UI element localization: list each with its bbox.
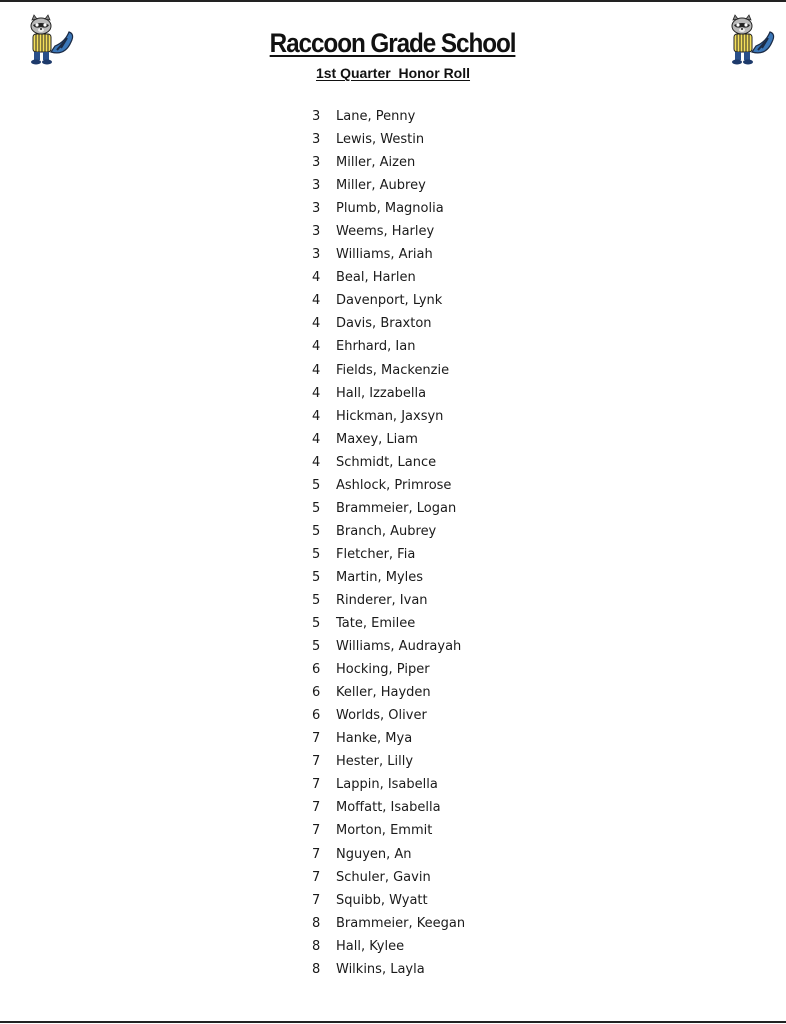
list-item <box>0 151 786 174</box>
student-name: Hester, Lilly <box>336 754 414 770</box>
list-item <box>0 335 786 358</box>
grade-level: 5 <box>312 616 321 632</box>
student-name: Schmidt, Lance <box>336 454 437 470</box>
student-name: Lappin, Isabella <box>336 777 438 793</box>
student-name: Ashlock, Primrose <box>336 477 452 493</box>
student-name: Branch, Aubrey <box>336 523 437 539</box>
student-name: Hall, Izzabella <box>336 385 427 401</box>
grade-level: 6 <box>312 662 321 678</box>
list-item <box>0 589 786 612</box>
grade-level: 4 <box>312 454 321 470</box>
list-item <box>0 220 786 243</box>
grade-level: 5 <box>312 592 321 608</box>
student-name: Rinderer, Ivan <box>336 592 428 608</box>
grade-level: 7 <box>312 869 321 885</box>
grade-level: 5 <box>312 639 321 655</box>
grade-level: 8 <box>312 961 321 977</box>
student-name: Fields, Mackenzie <box>336 362 450 378</box>
grade-level: 8 <box>312 915 321 931</box>
list-item <box>0 566 786 589</box>
bottom-border <box>0 1021 786 1023</box>
student-name: Williams, Audrayah <box>336 639 462 655</box>
grade-level: 7 <box>312 777 321 793</box>
student-name: Hall, Kylee <box>336 938 405 954</box>
list-item <box>0 819 786 842</box>
grade-level: 3 <box>312 201 321 217</box>
list-item <box>0 843 786 866</box>
student-name: Brammeier, Logan <box>336 500 457 516</box>
list-item <box>0 635 786 658</box>
list-item <box>0 474 786 497</box>
list-item <box>0 658 786 681</box>
grade-level: 5 <box>312 569 321 585</box>
honor-roll-heading: 1st Quarter Honor Roll <box>315 65 471 81</box>
list-item <box>0 520 786 543</box>
student-name: Miller, Aubrey <box>336 178 426 194</box>
student-name: Ehrhard, Ian <box>336 339 416 355</box>
grade-level: 7 <box>312 846 321 862</box>
grade-level: 7 <box>312 800 321 816</box>
student-name: Plumb, Magnolia <box>336 201 444 217</box>
grade-level: 4 <box>312 339 321 355</box>
student-name: Weems, Harley <box>336 224 435 240</box>
grade-level: 3 <box>312 247 321 263</box>
list-item <box>0 451 786 474</box>
grade-level: 6 <box>312 708 321 724</box>
grade-level: 4 <box>312 408 321 424</box>
student-name: Fletcher, Fia <box>336 546 416 562</box>
list-item <box>0 612 786 635</box>
grade-level: 5 <box>312 523 321 539</box>
list-item <box>0 866 786 889</box>
student-name: Schuler, Gavin <box>336 869 431 885</box>
list-item <box>0 889 786 912</box>
grade-level: 3 <box>312 132 321 148</box>
list-item <box>0 796 786 819</box>
student-name: Brammeier, Keegan <box>336 915 466 931</box>
student-name: Lewis, Westin <box>336 132 425 148</box>
list-item <box>0 497 786 520</box>
student-name: Hanke, Mya <box>336 731 413 747</box>
grade-level: 7 <box>312 754 321 770</box>
grade-level: 4 <box>312 293 321 309</box>
list-item <box>0 105 786 128</box>
list-item <box>0 266 786 289</box>
list-item <box>0 405 786 428</box>
list-item <box>0 289 786 312</box>
grade-level: 5 <box>312 500 321 516</box>
list-item <box>0 243 786 266</box>
student-name: Martin, Myles <box>336 569 424 585</box>
grade-level: 7 <box>312 731 321 747</box>
list-item <box>0 312 786 335</box>
list-item <box>0 704 786 727</box>
student-name: Squibb, Wyatt <box>336 892 428 908</box>
grade-level: 4 <box>312 316 321 332</box>
school-name: Raccoon Grade School <box>270 28 516 58</box>
student-name: Williams, Ariah <box>336 247 433 263</box>
grade-level: 8 <box>312 938 321 954</box>
grade-level: 3 <box>312 155 321 171</box>
student-name: Keller, Hayden <box>336 685 431 701</box>
list-item <box>0 359 786 382</box>
grade-level: 3 <box>312 224 321 240</box>
student-name: Tate, Emilee <box>336 616 416 632</box>
student-name: Moffatt, Isabella <box>336 800 441 816</box>
student-name: Davenport, Lynk <box>336 293 443 309</box>
student-name: Worlds, Oliver <box>336 708 427 724</box>
list-item <box>0 750 786 773</box>
list-item <box>0 727 786 750</box>
grade-level: 7 <box>312 823 321 839</box>
list-item <box>0 428 786 451</box>
grade-level: 3 <box>312 178 321 194</box>
student-name: Lane, Penny <box>336 109 416 124</box>
grade-level: 5 <box>312 546 321 562</box>
grade-level: 3 <box>312 109 321 124</box>
student-name: Wilkins, Layla <box>336 961 425 977</box>
grade-level: 4 <box>312 385 321 401</box>
student-name: Morton, Emmit <box>336 823 433 839</box>
list-item <box>0 382 786 405</box>
list-item <box>0 958 786 981</box>
list-item <box>0 128 786 151</box>
student-name: Beal, Harlen <box>336 270 416 286</box>
student-name: Davis, Braxton <box>336 316 432 332</box>
top-border <box>0 0 786 2</box>
list-item <box>0 174 786 197</box>
honor-roll-list <box>0 105 786 981</box>
student-name: Nguyen, An <box>336 846 412 862</box>
student-name: Maxey, Liam <box>336 431 418 447</box>
grade-level: 5 <box>312 477 321 493</box>
list-item <box>0 912 786 935</box>
grade-level: 4 <box>312 270 321 286</box>
list-item <box>0 681 786 704</box>
grade-level: 4 <box>312 431 321 447</box>
page-title <box>0 26 786 60</box>
list-item <box>0 935 786 958</box>
grade-level: 4 <box>312 362 321 378</box>
student-name: Hocking, Piper <box>336 662 430 678</box>
list-item <box>0 543 786 566</box>
student-name: Hickman, Jaxsyn <box>336 408 444 424</box>
grade-level: 7 <box>312 892 321 908</box>
list-item <box>0 197 786 220</box>
grade-level: 6 <box>312 685 321 701</box>
list-item <box>0 773 786 796</box>
student-name: Miller, Aizen <box>336 155 416 171</box>
page-subtitle <box>0 64 786 82</box>
